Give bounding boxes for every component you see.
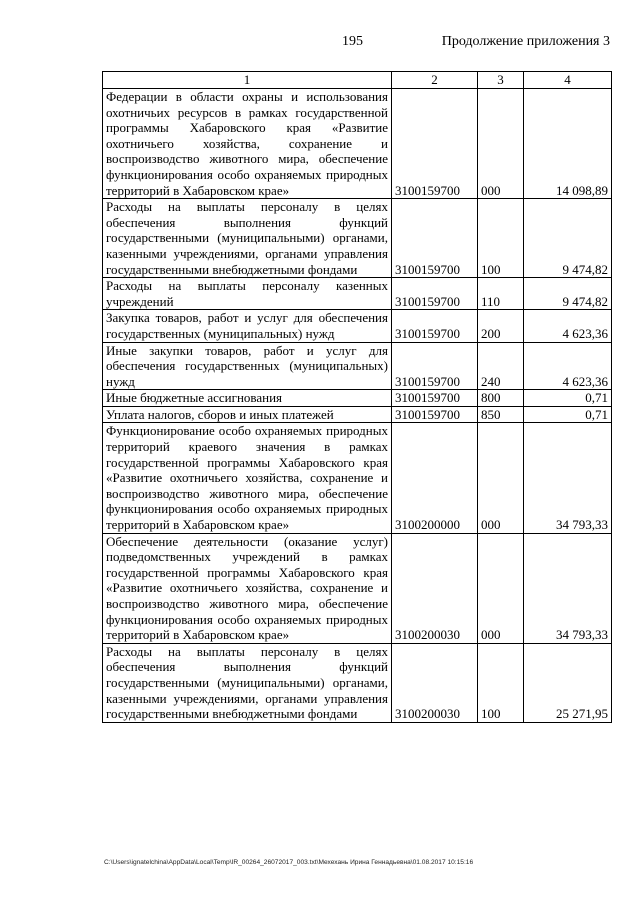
footer-path: C:\Users\ignatelchina\AppData\Local\Temp\IR_00264_26072017_003.txt\Мехехань Ирина Геннадьевна\01.08.2017 10:15:16: [104, 859, 474, 866]
row-amount-cell: 4 623,36: [524, 342, 612, 390]
budget-table: [102, 71, 612, 723]
row-code-cell: 3100159700: [392, 406, 478, 423]
table-row: [103, 406, 612, 423]
row-name-cell: Расходы на выплаты персоналу в целях обеспечения выполнения функций государственными (муниципальными) органами, казенными учреждениями, органами управления государственными внебюджетными фондами: [103, 199, 392, 278]
row-code-cell: 3100159700: [392, 342, 478, 390]
page-number: 195: [342, 34, 363, 49]
row-code-cell: 3100159700: [392, 199, 478, 278]
row-name-cell: Иные бюджетные ассигнования: [103, 390, 392, 407]
continuation-label: Продолжение приложения 3: [441, 34, 610, 49]
row-type-cell: 000: [478, 533, 524, 643]
table-row: [103, 89, 612, 199]
table-body: [103, 89, 612, 723]
header-row: [103, 72, 612, 89]
table-row: [103, 342, 612, 390]
row-code-cell: 3100159700: [392, 89, 478, 199]
table-row: [103, 423, 612, 533]
row-amount-cell: 9 474,82: [524, 199, 612, 278]
row-code-cell: 3100200030: [392, 643, 478, 722]
table-row: [103, 278, 612, 310]
row-name-cell: Функционирование особо охраняемых природных территорий краевого значения в рамках государственной программы Хабаровского края «Развитие охотничьего хозяйства, сохранение и воспроизводство животного мира, обеспечение функционирования особо охраняемых природных территорий в Хабаровском крае»: [103, 423, 392, 533]
row-type-cell: 100: [478, 199, 524, 278]
table-row: [103, 533, 612, 643]
table-row: [103, 310, 612, 342]
row-name-cell: Уплата налогов, сборов и иных платежей: [103, 406, 392, 423]
row-type-cell: 240: [478, 342, 524, 390]
row-code-cell: 3100159700: [392, 310, 478, 342]
row-name-cell: Обеспечение деятельности (оказание услуг) подведомственных учреждений в рамках государственной программы Хабаровского края «Развитие охотничьего хозяйства, сохранение и воспроизводство животного мира, обеспечение функционирования особо охраняемых природных территорий в Хабаровском крае»: [103, 533, 392, 643]
row-name-cell: Федерации в области охраны и использования охотничьих ресурсов в рамках государственной программы Хабаровского края «Развитие охотничьего хозяйства, сохранение и воспроизводство животного мира, обеспечение функционирования особо охраняемых природных территорий в Хабаровском крае»: [103, 89, 392, 199]
row-type-cell: 000: [478, 89, 524, 199]
row-amount-cell: 9 474,82: [524, 278, 612, 310]
row-code-cell: 3100159700: [392, 390, 478, 407]
row-name-cell: Закупка товаров, работ и услуг для обеспечения государственных (муниципальных) нужд: [103, 310, 392, 342]
row-name-cell: Расходы на выплаты персоналу казенных учреждений: [103, 278, 392, 310]
row-amount-cell: 0,71: [524, 406, 612, 423]
row-type-cell: 850: [478, 406, 524, 423]
row-code-cell: 3100200000: [392, 423, 478, 533]
row-amount-cell: 14 098,89: [524, 89, 612, 199]
column-header-2: 2: [392, 72, 478, 89]
row-amount-cell: 0,71: [524, 390, 612, 407]
row-type-cell: 000: [478, 423, 524, 533]
row-type-cell: 800: [478, 390, 524, 407]
row-type-cell: 110: [478, 278, 524, 310]
row-name-cell: Расходы на выплаты персоналу в целях обеспечения выполнения функций государственными (муниципальными) органами, казенными учреждениями, органами управления государственными внебюджетными фондами: [103, 643, 392, 722]
row-amount-cell: 4 623,36: [524, 310, 612, 342]
column-header-1: 1: [103, 72, 392, 89]
row-code-cell: 3100200030: [392, 533, 478, 643]
row-name-cell: Иные закупки товаров, работ и услуг для обеспечения государственных (муниципальных) нужд: [103, 342, 392, 390]
table-row: [103, 390, 612, 407]
column-header-3: 3: [478, 72, 524, 89]
row-type-cell: 100: [478, 643, 524, 722]
row-amount-cell: 34 793,33: [524, 533, 612, 643]
column-header-4: 4: [524, 72, 612, 89]
table-row: [103, 643, 612, 722]
row-type-cell: 200: [478, 310, 524, 342]
table-row: [103, 199, 612, 278]
row-code-cell: 3100159700: [392, 278, 478, 310]
row-amount-cell: 25 271,95: [524, 643, 612, 722]
row-amount-cell: 34 793,33: [524, 423, 612, 533]
